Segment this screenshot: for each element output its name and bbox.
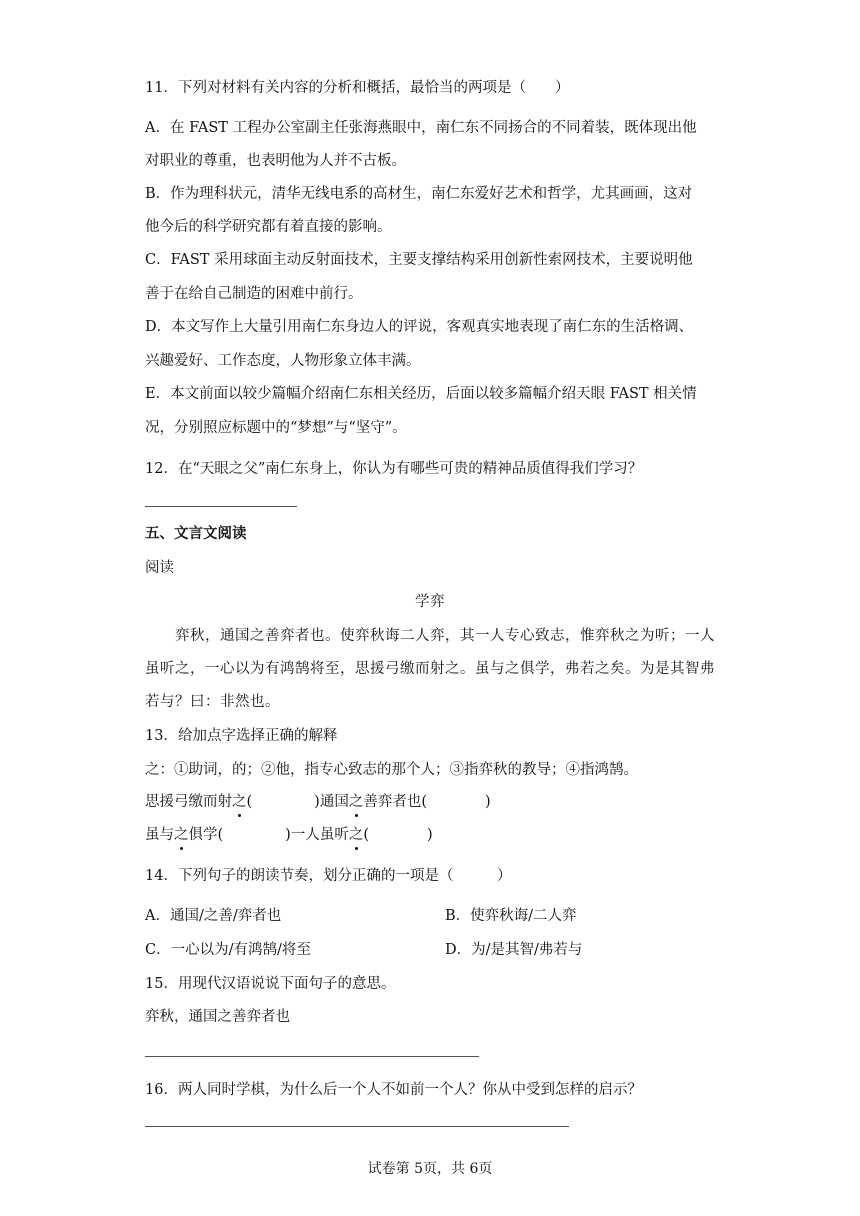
q11-option-c-line2: 善于在给自己制造的困难中前行。 <box>145 286 363 302</box>
q13-item-1-text: 思援弓缴而射 <box>145 794 232 810</box>
q14-stem: 14．下列句子的朗读节奏，划分正确的一项是（ ） <box>145 868 512 884</box>
q13-item-4-paren-close: ) <box>427 827 433 843</box>
q11-option-b-line1: B．作为理科状元，清华无线电系的高材生，南仁东爱好艺术和哲学，尤其画画，这对 <box>145 186 693 202</box>
passage-line-1: 弈秋，通国之善弈者也。使弈秋诲二人弈，其一人专心致志，惟弈秋之为听；一人 <box>175 628 715 644</box>
q11-stem: 11．下列对材料有关内容的分析和概括，最恰当的两项是（ ） <box>145 80 570 96</box>
q15-answer-line[interactable] <box>145 1056 479 1057</box>
q14-option-b: B．使弈秋诲/二人弈 <box>445 908 577 924</box>
q14-option-a: A．通国/之善/弈者也 <box>145 908 282 924</box>
q16-answer-line[interactable] <box>145 1126 569 1127</box>
q13-item-3-dotted-char: 之 <box>174 827 189 843</box>
passage-title: 学弈 <box>415 594 445 610</box>
q11-option-a-line2: 对职业的尊重，也表明他为人并不古板。 <box>145 153 406 169</box>
section-title: 五、文言文阅读 <box>145 525 247 542</box>
q13-item-2-paren-open: ( <box>421 794 428 810</box>
q13-item-3-paren-close: ) <box>285 827 291 843</box>
passage-line-3: 若与？曰：非然也。 <box>145 694 280 710</box>
q13-item-1-dotted-char: 之 <box>232 794 247 810</box>
q13-item-3-text-post: 俱学 <box>188 827 218 843</box>
page-footer: 试卷第 5页，共 6页 <box>367 1161 493 1177</box>
q11-option-a-line1: A．在 FAST 工程办公室副主任张海燕眼中，南仁东不同扬合的不同着装，既体现出他 <box>145 120 697 136</box>
q13-row-2 <box>145 825 433 845</box>
q12-stem: 12．在“天眼之父”南仁东身上，你认为有哪些可贵的精神品质值得我们学习？ <box>145 461 643 477</box>
q13-item-3-text: 虽与 <box>145 827 174 843</box>
q13-item-2-text: 通国 <box>319 794 349 810</box>
q15-stem: 15．用现代汉语说说下面句子的意思。 <box>145 976 396 992</box>
q11-option-d-line2: 兴趣爱好、工作态度，人物形象立体丰满。 <box>145 353 421 369</box>
q16-stem: 16．两人同时学棋，为什么后一个人不如前一个人？你从中受到怎样的启示？ <box>145 1082 642 1098</box>
q12-answer-line[interactable] <box>145 506 297 507</box>
q11-option-d-line1: D．本文写作上大量引用南仁东身边人的评说，客观真实地表现了南仁东的生活格调、 <box>145 319 694 335</box>
q13-item-3-paren-open: ( <box>217 827 224 843</box>
q13-item-1-paren-open: ( <box>246 794 253 810</box>
q14-option-c: C．一心以为/有鸿鹄/将至 <box>145 942 311 958</box>
q13-item-2-text-post: 善弈者也 <box>363 794 422 810</box>
q13-stem: 13．给加点字选择正确的解释 <box>145 728 338 744</box>
q13-item-1-paren-close: ) <box>314 794 320 810</box>
q13-options: 之：①助词，的；②他，指专心致志的那个人；③指弈秋的教导；④指鸿鹄。 <box>145 762 638 778</box>
q13-row-1 <box>145 792 491 812</box>
q15-sentence: 弈秋，通国之善弈者也 <box>145 1009 290 1025</box>
q14-option-d: D．为/是其智/弗若与 <box>445 942 583 958</box>
q11-option-c-line1: C．FAST 采用球面主动反射面技术，主要支撑结构采用创新性索网技术，主要说明他 <box>145 252 693 268</box>
q13-item-2-paren-close: ) <box>485 794 491 810</box>
q13-item-2-dotted-char: 之 <box>348 794 364 810</box>
q13-item-4-text: 一人虽听 <box>290 827 349 843</box>
q13-item-4-paren-open: ( <box>363 827 370 843</box>
q13-item-4-dotted-char: 之 <box>348 827 364 843</box>
passage-line-2: 虽听之，一心以为有鸿鹄将至，思援弓缴而射之。虽与之俱学，弗若之矣。为是其智弗 <box>145 661 715 677</box>
q11-option-b-line2: 他今后的科学研究都有着直接的影响。 <box>145 219 392 235</box>
section-intro: 阅读 <box>145 560 174 576</box>
q11-option-e-line2: 况，分别照应标题中的“梦想”与“坚守”。 <box>145 420 407 436</box>
q11-option-e-line1: E．本文前面以较少篇幅介绍南仁东相关经历，后面以较多篇幅介绍天眼 FAST 相关情 <box>145 386 697 402</box>
